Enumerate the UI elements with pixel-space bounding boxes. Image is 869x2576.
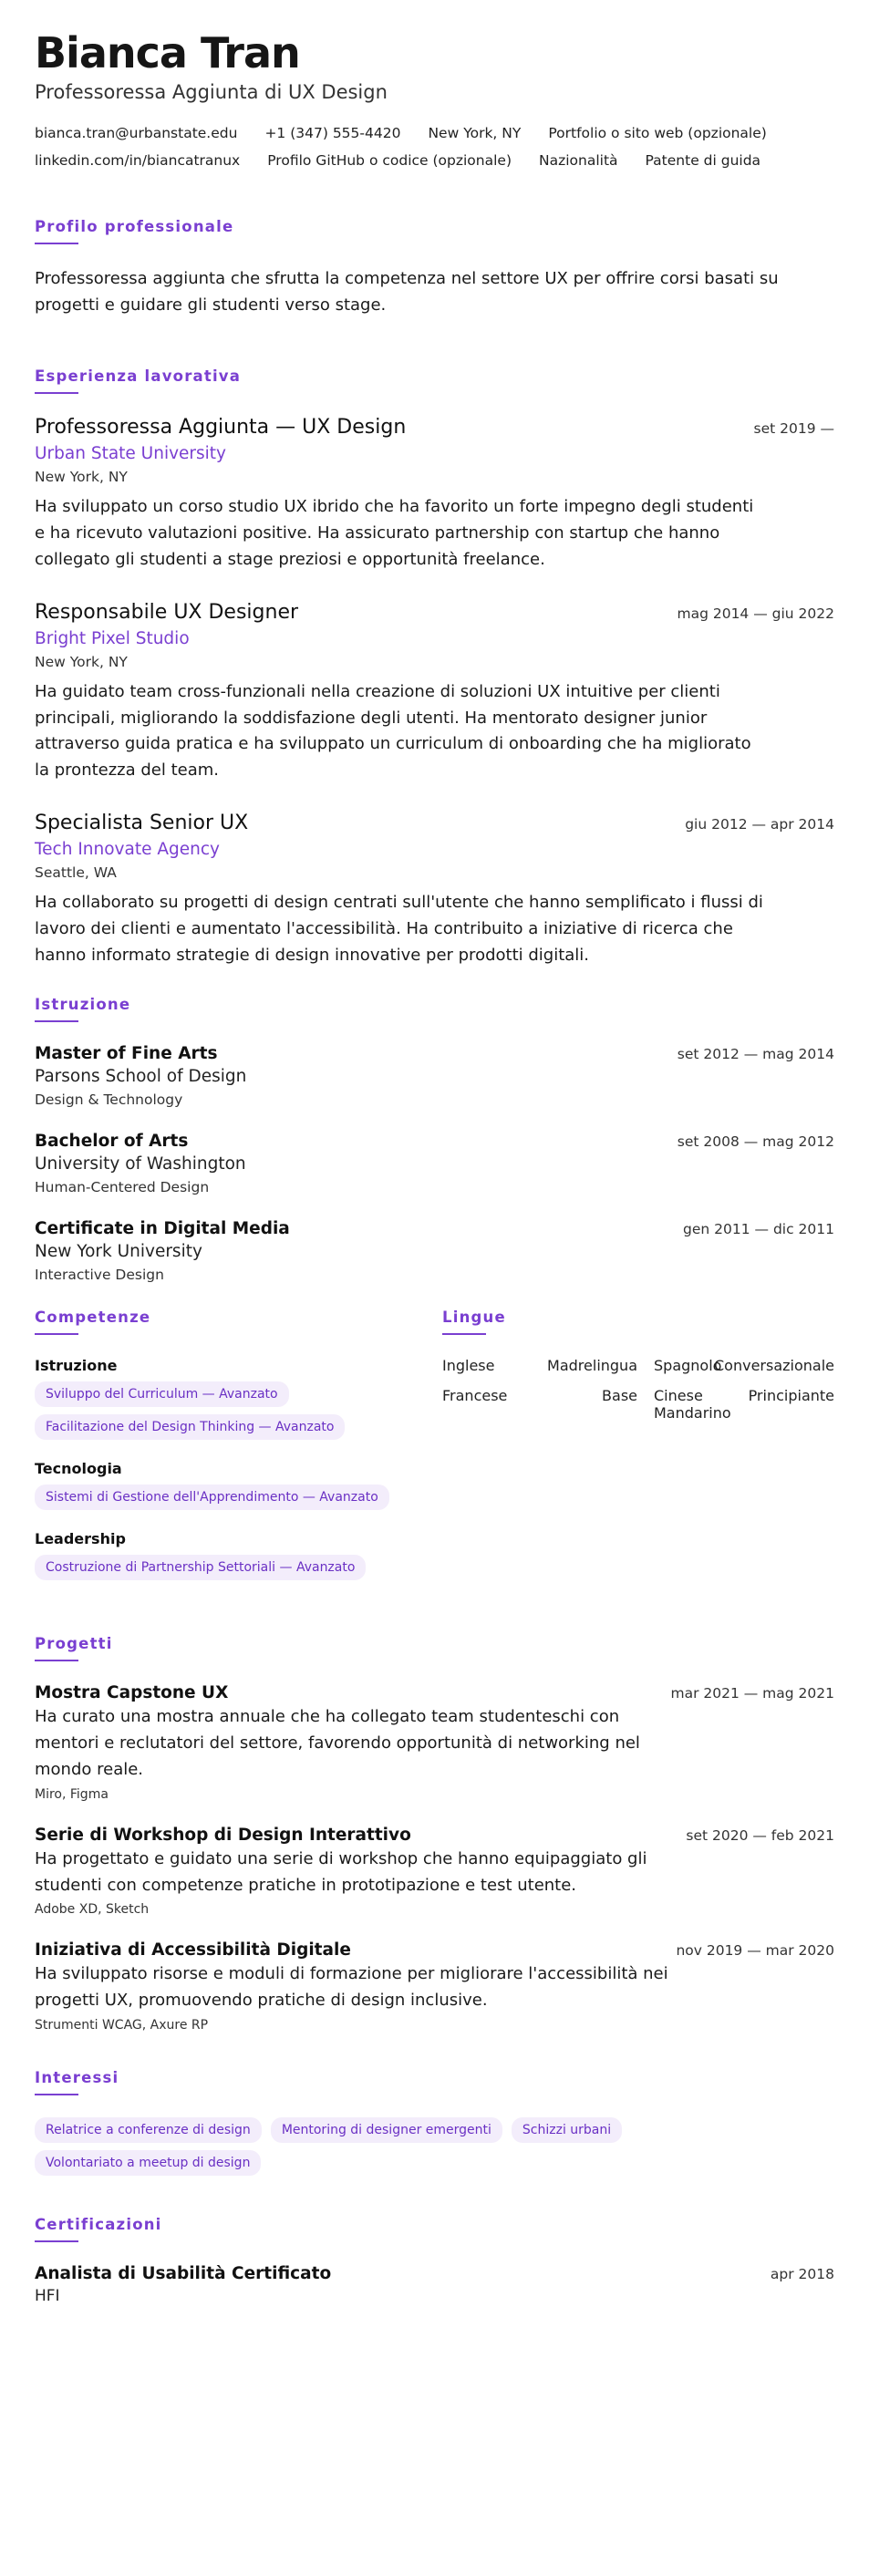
contact-row-1 [35, 125, 834, 141]
skill-tag: Sviluppo del Curriculum — Avanzato [35, 1381, 289, 1407]
education-dates: set 2008 — mag 2012 [677, 1133, 834, 1151]
contact-location: New York, NY [428, 124, 522, 141]
education-dates: set 2012 — mag 2014 [677, 1046, 834, 1063]
interest-tag: Volontariato a meetup di design [35, 2150, 261, 2176]
job-description: Ha guidato team cross-funzionali nella creazione di soluzioni UX intuitive per clienti principali, migliorando la soddisfazione degli utenti. Ha mentorato designer junior attraverso guida pratica e ha sviluppato un curriculum di onboarding che ha migliorato la prontezza del team. [35, 681, 751, 781]
experience-section [35, 367, 834, 968]
project-entry [35, 1940, 834, 2033]
project-title: Mostra Capstone UX [35, 1683, 229, 1703]
project-tools: Miro, Figma [35, 1786, 109, 1802]
skill-group [35, 1357, 415, 1440]
education-section [35, 996, 834, 1283]
profile-summary: Professoressa aggiunta che sfrutta la competenza nel settore UX per offrire corsi basati su progetti e guidare gli studenti verso stage. [35, 268, 779, 315]
skill-category: Istruzione [35, 1357, 118, 1375]
job-dates: set 2019 — [753, 420, 834, 438]
degree: Bachelor of Arts [35, 1132, 189, 1152]
section-divider [35, 2094, 78, 2095]
education-entry [35, 1044, 834, 1108]
field-of-study: Design & Technology [35, 1091, 183, 1109]
section-heading: Istruzione [35, 996, 131, 1014]
job-description: Ha sviluppato un corso studio UX ibrido che ha favorito un forte impegno degli studenti e ha ricevuto valutazioni positive. Ha assicurato partnership con startup che hanno collegato gli studenti a stage preziosi e opportunità freelance. [35, 497, 754, 570]
skills-section [35, 1309, 415, 1600]
job-dates: giu 2012 — apr 2014 [685, 816, 834, 833]
section-heading: Competenze [35, 1309, 151, 1327]
project-tools: Strumenti WCAG, Axure RP [35, 2018, 209, 2033]
language-level: Principiante [748, 1387, 834, 1405]
skills-languages-row [35, 1309, 834, 1600]
language-name: Cinese Mandarino [654, 1387, 731, 1422]
contact-nationality: Nazionalità [539, 151, 618, 169]
language-level: Conversazionale [714, 1357, 834, 1375]
section-divider [35, 1333, 78, 1335]
language-name: Spagnolo [654, 1357, 722, 1375]
job-description: Ha collaborato su progetti di design centrati sull'utente che hanno semplificato i flussi di lavoro dei clienti e aumentato l'accessibilità. Ha contribuito a iniziative di ricerca che hanno informato strategie di design innovative per prodotti digitali. [35, 893, 763, 965]
projects-section [35, 1635, 834, 2033]
profile-section [35, 218, 834, 319]
contact-linkedin[interactable]: linkedin.com/in/biancatranux [35, 151, 241, 169]
candidate-name: Bianca Tran [35, 28, 300, 78]
field-of-study: Interactive Design [35, 1267, 164, 1284]
interests-tags [35, 2117, 834, 2176]
section-divider [35, 2240, 78, 2242]
certification-entry [35, 2264, 834, 2305]
school-name: New York University [35, 1242, 202, 1262]
language-level: Madrelingua [547, 1357, 637, 1375]
experience-entry [35, 416, 834, 573]
skill-tag: Sistemi di Gestione dell'Apprendimento — Avanzato [35, 1485, 389, 1510]
project-dates: mar 2021 — mag 2021 [670, 1685, 834, 1702]
job-title: Professoressa Aggiunta — UX Design [35, 416, 407, 440]
contact-row-2 [35, 152, 834, 169]
section-divider [35, 243, 78, 244]
interests-section [35, 2069, 834, 2176]
project-entry [35, 1826, 834, 1918]
school-name: Parsons School of Design [35, 1067, 247, 1087]
contact-portfolio[interactable]: Portfolio o sito web (opzionale) [548, 124, 767, 141]
education-dates: gen 2011 — dic 2011 [683, 1221, 834, 1238]
interest-tag: Mentoring di designer emergenti [271, 2117, 502, 2143]
skill-category: Tecnologia [35, 1460, 122, 1478]
section-heading: Progetti [35, 1635, 113, 1653]
skill-tag: Facilitazione del Design Thinking — Avanzato [35, 1414, 345, 1440]
certification-date: apr 2018 [770, 2266, 834, 2283]
experience-entry [35, 601, 834, 784]
field-of-study: Human-Centered Design [35, 1179, 210, 1196]
project-description: Ha progettato e guidato una serie di workshop che hanno equipaggiato gli studenti con competenze pratiche in prototipazione e test utente. [35, 1848, 647, 1895]
company-name: Urban State University [35, 444, 227, 464]
section-heading: Lingue [442, 1309, 506, 1327]
project-tools: Adobe XD, Sketch [35, 1902, 150, 1918]
project-entry [35, 1683, 834, 1801]
company-name: Bright Pixel Studio [35, 628, 190, 648]
section-heading: Profilo professionale [35, 217, 234, 235]
section-heading: Certificazioni [35, 2216, 162, 2234]
interest-tag: Relatrice a conferenze di design [35, 2117, 262, 2143]
candidate-title: Professoressa Aggiunta di UX Design [35, 80, 388, 103]
section-heading: Esperienza lavorativa [35, 367, 242, 386]
section-divider [442, 1333, 486, 1335]
languages-grid [442, 1357, 834, 1422]
certification-name: Analista di Usabilità Certificato [35, 2264, 332, 2284]
contact-phone[interactable]: +1 (347) 555-4420 [264, 124, 401, 141]
skill-group [35, 1460, 415, 1510]
company-name: Tech Innovate Agency [35, 840, 220, 860]
project-dates: nov 2019 — mar 2020 [676, 1942, 834, 1960]
project-description: Ha sviluppato risorse e moduli di formazione per migliorare l'accessibilità nei progetti UX, promuovendo pratiche di design inclusive. [35, 1964, 668, 2011]
skill-category: Leadership [35, 1530, 126, 1548]
project-description: Ha curato una mostra annuale che ha collegato team studenteschi con mentori e reclutatori del settore, favorendo opportunità di networking nel mondo reale. [35, 1707, 640, 1780]
education-entry [35, 1219, 834, 1283]
language-level: Base [602, 1387, 637, 1405]
job-title: Responsabile UX Designer [35, 600, 299, 624]
skill-tag: Costruzione di Partnership Settoriali — Avanzato [35, 1555, 366, 1580]
project-title: Iniziativa di Accessibilità Digitale [35, 1940, 351, 1960]
section-divider [35, 392, 78, 394]
school-name: University of Washington [35, 1154, 246, 1174]
education-entry [35, 1132, 834, 1195]
project-title: Serie di Workshop di Design Interattivo [35, 1825, 411, 1845]
certification-issuer: HFI [35, 2287, 60, 2306]
contact-email[interactable]: bianca.tran@urbanstate.edu [35, 124, 238, 141]
language-name: Francese [442, 1387, 508, 1405]
job-title: Specialista Senior UX [35, 812, 249, 835]
section-heading: Interessi [35, 2069, 119, 2087]
languages-section [442, 1309, 834, 1600]
job-location: Seattle, WA [35, 864, 117, 882]
experience-entry [35, 812, 834, 968]
skill-group [35, 1530, 415, 1580]
project-dates: set 2020 — feb 2021 [686, 1826, 834, 1844]
job-location: New York, NY [35, 469, 128, 486]
job-location: New York, NY [35, 653, 128, 670]
degree: Certificate in Digital Media [35, 1219, 290, 1239]
contact-github[interactable]: Profilo GitHub o codice (opzionale) [267, 151, 512, 169]
interest-tag: Schizzi urbani [512, 2117, 622, 2143]
degree: Master of Fine Arts [35, 1044, 218, 1064]
resume-header [35, 29, 834, 169]
contact-license: Patente di guida [645, 151, 761, 169]
certifications-section [35, 2216, 834, 2305]
section-divider [35, 1020, 78, 1022]
job-dates: mag 2014 — giu 2022 [677, 605, 834, 622]
language-name: Inglese [442, 1357, 495, 1375]
section-divider [35, 1660, 78, 1661]
